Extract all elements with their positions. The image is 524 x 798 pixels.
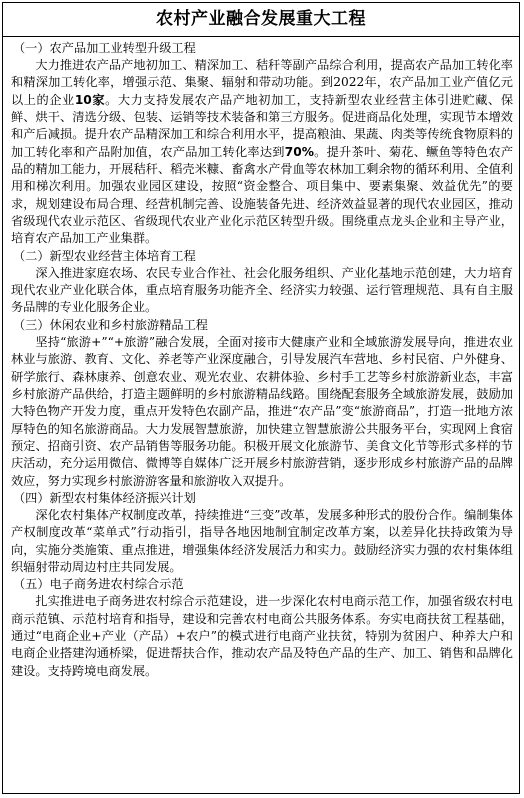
section-1-heading: （一）农产品加工业转型升级工程 [13,41,196,55]
section-3-paragraph: 坚持“旅游+”“+旅游”融合发展，全面对接市大健康产业和全域旅游发展导向，推进农业林业与旅游、教育、文化、养老等产业深度融合，引导发展汽车营地、乡村民宿、户外健身、研学旅行、森林康养、创意农业、观光农业、农耕体验、乡村手工艺等乡村旅游新业态，丰富乡村旅游产品供给，打造主题鲜明的乡村旅游精品线路。围绕配套服务全域旅游发展，鼓励加大特色物产开发力度，重点开发特色农副产品，推进“农产品”变“旅游商品”，打造一批地方浓厚特色的知名旅游商品。大力发展智慧旅游，加快建立智慧旅游公共服务平台，实现网上食宿预定、招商引资、农产品销售等服务功能。积极开展文化旅游节、美食文化节等形式多样的节庆活动，充分运用微信、微博等自媒体广泛开展乡村旅游营销，逐步形成乡村旅游产品的品牌效应，努力实现乡村旅游游客量和旅游收入双提升。 [11,334,513,488]
section-2-heading: （二）新型农业经营主体培育工程 [13,248,196,263]
page-title: 农村产业融合发展重大工程 [3,3,519,37]
section-1-text-b: 。大力支持发展农产品产地初加工，支持新型农业经营主体引进贮藏、保鲜、烘干、清选分级、包装、运销等技术装备和第三方服务。促进商品化处理，实现节本增效和产后减损。提升农产品精深加工和综合利用水平，提高粮油、果蔬、肉类等传统食物原料的加工转化率和产品附加值，农产品加工转化率达到 [11,92,514,159]
section-4-heading: （四）新型农村集体经济振兴计划 [13,490,196,505]
document-body [3,37,519,680]
section-5-paragraph: 扎实推进电子商务进农村综合示范建设，进一步深化农村电商示范工作，加强省级农村电商示范镇、示范村培育和指导，建设和完善农村电商公共服务体系。夯实电商扶贫工程基础，通过“电商企业+产业（产品）+农户”的模式进行电商产业扶贫，特别为贫困户、种养大户和电商企业搭建沟通桥梁，促进帮扶合作，推动农产品及特色产品的生产、加工、销售和品牌化建设。支持跨境电商发展。 [11,594,513,678]
section-3-heading: （三）休闲农业和乡村旅游精品工程 [13,317,208,332]
section-4-paragraph: 深化农村集体产权制度改革，持续推进“三变”改革，发展多种形式的股份合作。编制集体产权制度改革“菜单式”行动指引，指导各地因地制宜制定改革方案，以差异化扶持政策为导向，实施分类施策、重点推进，增强集体经济发展活力和实力。鼓励经济实力强的农村集体组织辐射带动周边村庄共同发展。 [11,507,513,574]
document-frame [2,2,520,794]
section-1-text-a: 大力推进农产品产地初加工、精深加工、秸秆等副产品综合利用，提高农产品加工转化率和精深加工转化率，增强示范、集聚、辐射和带动功能。到2022年，农产品加工业产值亿元以上的企业 [11,58,513,107]
section-1-text-c: 。提升茶叶、菊花、鳜鱼等特色农产品的精加工能力，开展秸秆、稻壳米糠、畜禽水产骨血等农林加工剩余物的循环利用、全值利用和梯次利用。加强农业园区建设，按照“资金整合、项目集中、要素集聚、效益优先”的要求，规划建设布局合理、经营机制完善、设施装备先进、经济效益显著的现代农业园区，推动省级现代农业示范区、省级现代农业产业化示范区转型升级。围绕重点龙头企业和主导产业，培育农产品加工产业集群。 [11,144,514,246]
section-2-paragraph: 深入推进家庭农场、农民专业合作社、社会化服务组织、产业化基地示范创建，大力培育现代农业产业化联合体，重点培育服务功能齐全、经济实力较强、运行管理规范、具有自主服务品牌的专业化服务企业。 [11,265,513,315]
section-1-paragraph [11,57,513,248]
section-1-highlight-rate: 70% [284,144,314,159]
section-1-highlight-enterprises: 10家 [74,92,106,107]
section-5-heading: （五）电子商务进农村综合示范 [13,577,184,592]
